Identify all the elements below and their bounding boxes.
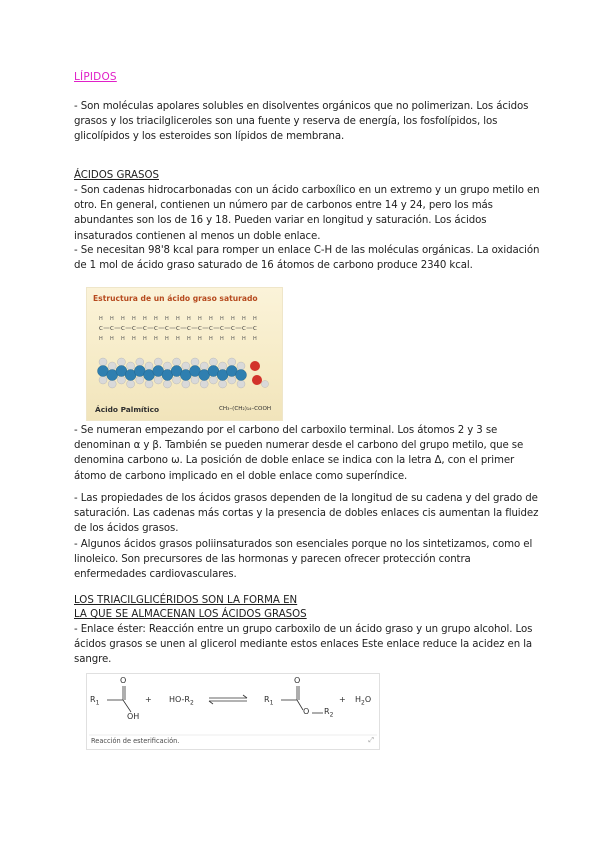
plus-sign-1: + [145,695,152,704]
water-label: $H_2O$ [355,695,372,707]
hydrogen-atom [173,358,181,366]
carbon-symbol: C [154,326,158,332]
carbon-symbol: C [143,326,147,332]
hydrogen-atom [191,358,199,366]
hydrogen-symbol: H [165,316,169,322]
carbon-symbol: C [231,326,235,332]
hydrogen-symbol: H [143,316,147,322]
hydrogen-atom [182,362,190,370]
hydrogen-atom [127,362,135,370]
hydrogen-atom [99,376,107,384]
hydrogen-symbol: H [253,336,257,342]
carbon-symbol: C [220,326,224,332]
hydrogen-symbol: H [132,336,136,342]
palmitic-acid-diagram [87,288,282,420]
ester-r1-label: $R_1$ [264,695,274,707]
hydrogen-atom [228,358,236,366]
hydrogen-atom [136,358,144,366]
carbon-symbol: C [253,326,257,332]
hydrogen-atom [127,380,135,388]
hydrogen-symbol: H [253,316,257,322]
hydrogen-symbol: H [231,336,235,342]
hydrogen-symbol: H [242,336,246,342]
carbon-atom [236,370,247,381]
hydrogen-symbol: H [242,316,246,322]
carbon-symbol: C [121,326,125,332]
intro-paragraph: - Son moléculas apolares solubles en disolventes orgánicos que no polimerizan. Los ácidos grasos y los triacilgliceroles son una fuente y reserva de energía, los fosfolípidos, los glicolípidos y los esteroides son lípidos de membrana. [74,101,529,143]
hydrogen-atom [108,380,116,388]
hydrogen-atom [136,376,144,384]
expand-icon[interactable]: ⤢ [368,736,374,744]
hydrogen-symbol: H [154,316,158,322]
hydrogen-symbol: H [110,316,114,322]
fatty-acids-paragraph-2: - Se necesitan 98'8 kcal para romper un enlace C-H de las moléculas orgánicas. La oxidación de 1 mol de ácido graso saturado de 16 átomos de carbono produce 2340 kcal. [74,245,540,272]
fatty-acids-paragraph-1: - Son cadenas hidrocarbonadas con un ácido carboxílico en un extremo y un grupo metilo en otro. En general, contienen un número par de carbonos entre 14 y 24, pero los más abundantes son los de 16 y 18. Pueden variar en longitud y saturación. Los ácidos insaturados contienen al menos un doble enlace. [74,185,540,242]
hydrogen-symbol: H [209,336,213,342]
hydrogen-atom [237,362,245,370]
hydrogen-symbol: H [176,336,180,342]
hydrogen-atom [209,358,217,366]
alcohol-label: $HO-R_2$ [169,695,194,707]
carbon-symbol: C [176,326,180,332]
ester-carbonyl-oxygen-label: O [294,676,301,685]
hydrogen-symbol: H [176,316,180,322]
oxygen-atom [250,361,260,371]
ester-r2-label: $R_2$ [324,707,334,719]
hydrogen-atom [99,358,107,366]
hydrogen-symbol: H [187,316,191,322]
hydrogen-atom [173,376,181,384]
carbon-symbol: C [198,326,202,332]
figure-formula: CH₃–(CH₂)₁₄–COOH [219,406,272,412]
hydrogen-symbol: H [198,336,202,342]
hydrogen-atom [117,358,125,366]
carbon-symbol: C [165,326,169,332]
hydrogen-atom [182,380,190,388]
carbon-symbol: C [187,326,191,332]
ester-oxygen-label: O [303,707,310,716]
hydrogen-symbol: H [165,336,169,342]
hydrogen-symbol: H [154,336,158,342]
esterification-figure [86,673,380,750]
triacylglycerides-heading-line-2: LA QUE SE ALMACENAN LOS ÁCIDOS GRASOS [74,609,307,620]
hydrogen-symbol: H [220,336,224,342]
hydrogen-symbol: H [143,336,147,342]
hydrogen-atom [163,362,171,370]
hydrogen-symbol: H [110,336,114,342]
fatty-acids-paragraph-5: - Algunos ácidos grasos poliinsaturados son esenciales porque no los sintetizamos, como el linoleico. Son precursores de las hormonas y parecen ofrecer protección contra enfermedades cardiovasculares. [74,539,533,581]
hydrogen-atom [191,376,199,384]
document-title: LÍPIDOS [74,71,117,83]
hydrogen-atom [117,376,125,384]
hydrogen-atom [163,380,171,388]
hydrogen-symbol: H [187,336,191,342]
hydrogen-symbol: H [220,316,224,322]
figure-caption: Reacción de esterificación. [91,737,180,745]
figure-label: Ácido Palmítico [95,405,160,414]
carbon-symbol: C [132,326,136,332]
carbon-symbol: C [99,326,103,332]
hydrogen-symbol: H [121,336,125,342]
hydrogen-atom [219,380,227,388]
hydrogen-atom [200,380,208,388]
hydrogen-atom [237,380,245,388]
hydrogen-atom [145,362,153,370]
fatty-acids-heading: ÁCIDOS GRASOS [74,170,159,181]
figure-title: Estructura de un ácido graso saturado [93,294,258,303]
carbon-symbol: C [209,326,213,332]
hydrogen-symbol: H [99,316,103,322]
palmitic-acid-figure [86,287,283,421]
hydroxyl-label: OH [127,712,140,721]
hydrogen-atom [108,362,116,370]
r1-label: $R_1$ [90,695,100,707]
hydrogen-symbol: H [231,316,235,322]
triacylglycerides-heading-line-1: LOS TRIACILGLICÉRIDOS SON LA FORMA EN [74,595,298,606]
oxygen-atom [252,375,262,385]
hydrogen-symbol: H [121,316,125,322]
fatty-acids-paragraph-4: - Las propiedades de los ácidos grasos dependen de la longitud de su cadena y del grado de saturación. Las cadenas más cortas y la presencia de dobles enlaces cis aumentan la fluidez de los ácidos grasos. [74,493,539,535]
hydrogen-atom [219,362,227,370]
hydrogen-atom [145,380,153,388]
hydrogen-symbol: H [209,316,213,322]
triacylglycerides-paragraph: - Enlace éster: Reacción entre un grupo carboxilo de un ácido graso y un grupo alcohol. Los ácidos grasos se unen al glicerol mediante estos enlaces Este enlace reduce la acidez en la sangre. [74,624,533,666]
hydrogen-atom [154,376,162,384]
hydrogen-atom [262,381,269,388]
hydrogen-atom [154,358,162,366]
carbon-symbol: C [242,326,246,332]
hydrogen-symbol: H [198,316,202,322]
hydrogen-symbol: H [99,336,103,342]
hydrogen-atom [200,362,208,370]
hydrogen-atom [228,376,236,384]
fatty-acids-paragraph-3: - Se numeran empezando por el carbono del carboxilo terminal. Los átomos 2 y 3 se denominan α y β. También se pueden numerar desde el carbono del grupo metilo, que se denomina carbono ω. La posición de doble enlace se indica con la letra Δ, con el primer átomo de carbono implicado en el doble enlace como superíndice. [74,425,524,482]
hydrogen-atom [209,376,217,384]
carbonyl-oxygen-label: O [120,676,127,685]
plus-sign-2: + [339,695,346,704]
carbon-symbol: C [110,326,114,332]
hydrogen-symbol: H [132,316,136,322]
